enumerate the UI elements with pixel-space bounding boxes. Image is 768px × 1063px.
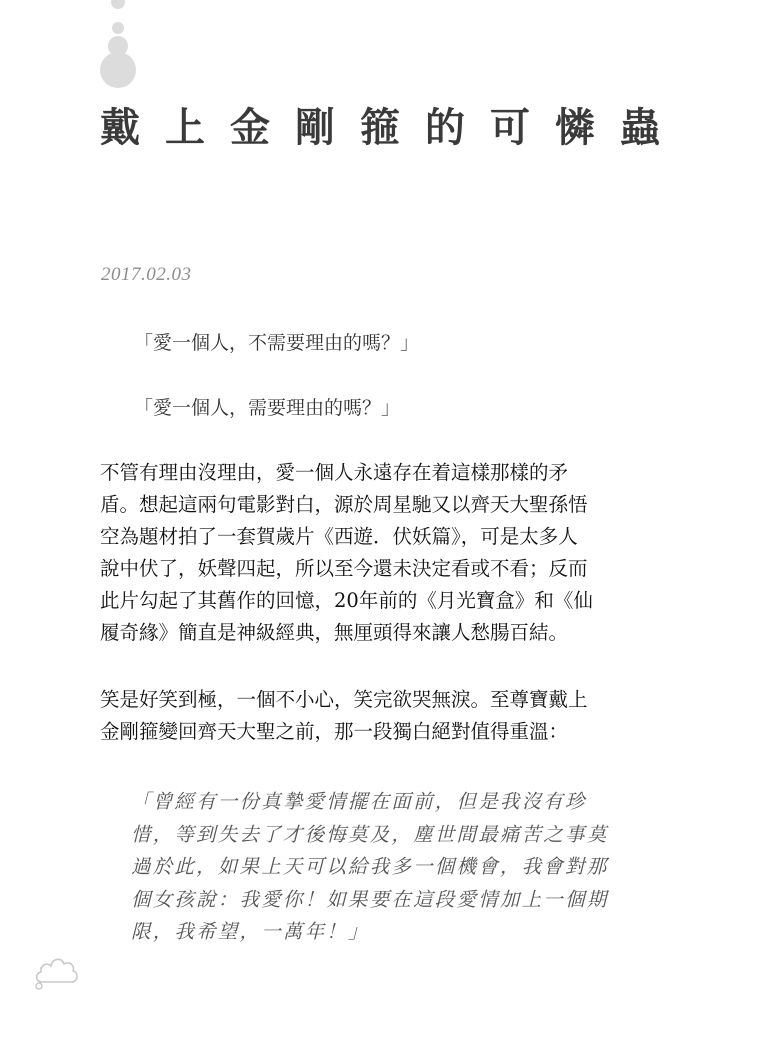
paragraph-line: 笑是好笑到極，一個不小心，笑完欲哭無淚。至尊寶戴上 — [100, 688, 588, 711]
body-paragraph-1 — [100, 457, 656, 649]
paragraph-line: 此片勾起了其舊作的回憶，20年前的《月光寶盒》和《仙 — [100, 589, 593, 612]
paragraph-line: 履奇緣》簡直是神級經典，無厘頭得來讓人愁腸百結。 — [100, 621, 569, 644]
article-title: 戴上金剛箍的可憐蟲 — [100, 104, 685, 151]
opening-quote-2: 「愛一個人，需要理由的嗎？」 — [134, 397, 401, 419]
opening-quote-1: 「愛一個人，不需要理由的嗎？」 — [134, 332, 420, 354]
paragraph-line: 盾。想起這兩句電影對白，源於周星馳又以齊天大聖孫悟 — [100, 493, 588, 516]
blockquote-line: 過於此，如果上天可以給我多一個機會，我會對那 — [131, 855, 609, 878]
cloud-icon — [32, 952, 80, 990]
blockquote-line: 限，我希望，一萬年！」 — [131, 920, 370, 943]
paragraph-line: 說中伏了，妖聲四起，所以至今還未決定看或不看；反而 — [100, 557, 588, 580]
monologue-blockquote — [131, 786, 651, 949]
gourd-icon — [96, 0, 140, 96]
blockquote-line: 惜，等到失去了才後悔莫及，塵世間最痛苦之事莫 — [131, 822, 609, 846]
publish-date: 2017.02.03 — [101, 264, 192, 285]
paragraph-line: 不管有理由沒理由，愛一個人永遠存在着這樣那樣的矛 — [100, 461, 569, 484]
blockquote-line: 個女孩說：我愛你！如果要在這段愛情加上一個期 — [131, 887, 609, 911]
paragraph-line: 金剛箍變回齊天大聖之前，那一段獨白絕對值得重溫： — [100, 720, 569, 743]
blockquote-line: 「曾經有一份真摯愛情擺在面前，但是我沒有珍 — [131, 790, 587, 813]
paragraph-line: 空為題材拍了一套賀歲片《西遊．伏妖篇》，可是太多人 — [100, 525, 578, 548]
body-paragraph-2 — [100, 684, 656, 748]
